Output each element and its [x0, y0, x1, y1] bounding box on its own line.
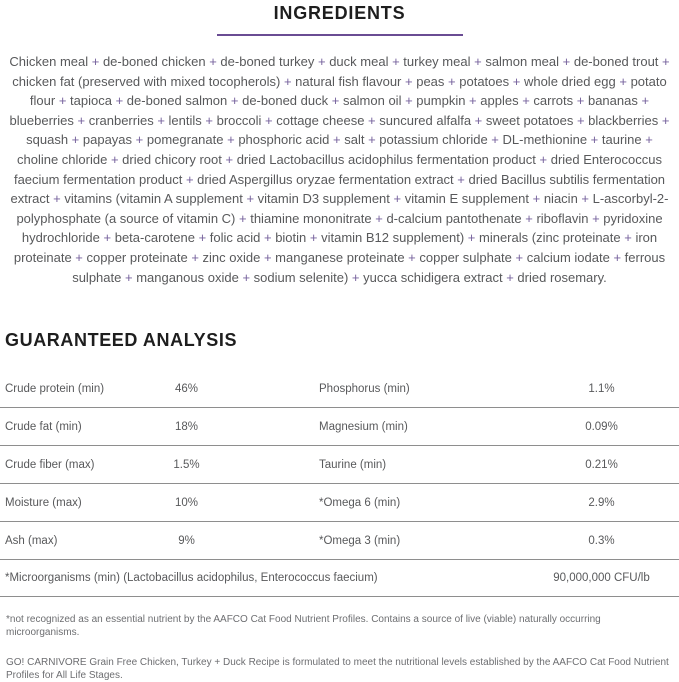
- ga-value-right: 0.3%: [588, 534, 615, 547]
- plus-separator: +: [658, 112, 670, 128]
- plus-separator: +: [444, 73, 460, 89]
- plus-separator: +: [487, 132, 503, 148]
- plus-separator: +: [371, 210, 387, 226]
- ga-value-right: 1.1%: [588, 382, 615, 395]
- plus-separator: +: [205, 54, 221, 69]
- ga-value-left: 18%: [174, 420, 199, 433]
- ga-row: [0, 484, 679, 522]
- plus-separator: +: [620, 230, 636, 246]
- ga-value-left: 10%: [174, 496, 199, 509]
- plus-separator: +: [364, 112, 380, 128]
- ga-row: [0, 522, 679, 560]
- ingredients-section: [0, 3, 679, 287]
- plus-separator: +: [588, 210, 604, 226]
- plus-separator: +: [49, 191, 65, 207]
- plus-separator: +: [306, 230, 322, 246]
- plus-separator: +: [471, 112, 486, 128]
- plus-separator: +: [260, 230, 276, 246]
- ga-label-right: Phosphorus (min): [319, 382, 410, 395]
- ga-microorganisms-value: 90,000,000 CFU/lb: [553, 572, 650, 585]
- ga-label-left: Moisture (max): [5, 496, 82, 509]
- plus-separator: +: [509, 73, 524, 89]
- plus-separator: +: [615, 73, 631, 89]
- ga-value-left: 46%: [174, 382, 199, 395]
- plus-separator: +: [111, 93, 127, 109]
- ga-label-right: *Omega 6 (min): [319, 496, 401, 509]
- plus-separator: +: [577, 191, 593, 207]
- plus-separator: +: [464, 230, 479, 246]
- plus-separator: +: [502, 269, 518, 285]
- plus-separator: +: [223, 132, 239, 148]
- plus-separator: +: [73, 112, 89, 128]
- plus-separator: +: [348, 269, 364, 285]
- plus-separator: +: [470, 54, 486, 69]
- ga-label-right: Magnesium (min): [319, 420, 408, 433]
- plus-separator: +: [261, 112, 277, 128]
- plus-separator: +: [153, 112, 169, 128]
- plus-separator: +: [364, 132, 380, 148]
- ga-rows: [0, 370, 679, 560]
- plus-separator: +: [587, 132, 602, 148]
- guaranteed-analysis-section: [0, 330, 679, 597]
- ga-label-left: Crude fiber (max): [5, 458, 95, 471]
- plus-separator: +: [511, 249, 527, 265]
- plus-separator: +: [55, 93, 71, 109]
- plus-separator: +: [68, 132, 83, 148]
- plus-separator: +: [227, 93, 243, 109]
- plus-separator: +: [404, 249, 420, 265]
- ga-label-left: Crude protein (min): [5, 382, 105, 395]
- guaranteed-analysis-table: [0, 370, 679, 597]
- plus-separator: +: [535, 151, 551, 167]
- plus-separator: +: [328, 93, 343, 109]
- ga-label-left: Ash (max): [5, 534, 58, 547]
- guaranteed-analysis-title: GUARANTEED ANALYSIS: [5, 330, 238, 351]
- plus-separator: +: [518, 93, 534, 109]
- ga-value-right: 2.9%: [588, 496, 615, 509]
- plus-separator: +: [559, 54, 574, 69]
- plus-separator: +: [573, 112, 589, 128]
- footnote-aafco-nutrient: *not recognized as an essential nutrient by the AAFCO Cat Food Nutrient Profiles. Contains a source of live (viable) naturally occurring microorganisms.: [6, 614, 601, 639]
- ingredients-paragraph: Chicken meal + de-boned chicken + de-boned turkey + duck meal + turkey meal + salmon meal + de-boned trout + chicken fat (preserved with mixed tocopherols) + natural fish flavour + peas + potatoes + whole dried egg + potato flour + tapioca + de-boned salmon + de-boned duck + salmon oil + pumpkin + apples + carrots + bananas + blueberries + cranberries + lentils + broccoli + cottage cheese + suncured alfalfa + sweet potatoes + blackberries + squash + papayas + pomegranate + phosphoric acid + salt + potassium chloride + DL-methionine + taurine + choline chloride + dried chicory root + dried Lactobacillus acidophilus fermentation product + dried Enterococcus faecium fermentation product + dried Aspergillus oryzae fermentation extract + dried Bacillus subtilis fermentation extract + vitamins (vitamin A supplement + vitamin D3 supplement + vitamin E supplement + niacin + L-ascorbyl-2-polyphosphate (a source of vitamin C) + thiamine mononitrate + d-calcium pantothenate + riboflavin + pyridoxine hydrochloride + beta-carotene + folic acid + biotin + vitamin B12 supplement) + minerals (zinc proteinate + iron proteinate + copper proteinate + zinc oxide + manganese proteinate + copper sulphate + calcium iodate + ferrous sulphate + manganous oxide + sodium selenite) + yucca schidigera extract + dried rosemary.: [9, 54, 670, 285]
- plus-separator: +: [314, 54, 330, 69]
- plus-separator: +: [280, 73, 296, 89]
- plus-separator: +: [182, 171, 198, 187]
- plus-separator: +: [242, 191, 258, 207]
- plus-separator: +: [453, 171, 469, 187]
- plus-separator: +: [389, 191, 405, 207]
- plus-separator: +: [529, 191, 544, 207]
- ga-row: [0, 408, 679, 446]
- ga-label-right: Taurine (min): [319, 458, 387, 471]
- plus-separator: +: [132, 132, 147, 148]
- plus-separator: +: [658, 54, 670, 69]
- plus-separator: +: [641, 132, 653, 148]
- ga-label-right: *Omega 3 (min): [319, 534, 401, 547]
- plus-separator: +: [388, 54, 404, 69]
- ga-value-left: 9%: [178, 534, 195, 547]
- plus-separator: +: [201, 112, 217, 128]
- plus-separator: +: [121, 269, 137, 285]
- plus-separator: +: [401, 73, 417, 89]
- plus-separator: +: [187, 249, 203, 265]
- plus-separator: +: [71, 249, 87, 265]
- plus-separator: +: [573, 93, 588, 109]
- plus-separator: +: [637, 93, 650, 109]
- plus-separator: +: [221, 151, 237, 167]
- plus-separator: +: [238, 269, 254, 285]
- ga-value-right: 0.09%: [585, 420, 618, 433]
- plus-separator: +: [235, 210, 251, 226]
- ga-row: [0, 370, 679, 408]
- plus-separator: +: [99, 230, 115, 246]
- plus-separator: +: [88, 54, 103, 69]
- ga-microorganisms-label: *Microorganisms (min) (Lactobacillus acidophilus, Enterococcus faecium): [5, 572, 378, 585]
- ingredients-title: INGREDIENTS: [273, 3, 406, 23]
- plus-separator: +: [401, 93, 417, 109]
- ga-label-left: Crude fat (min): [5, 420, 82, 433]
- plus-separator: +: [465, 93, 481, 109]
- ga-microorganisms-row: [0, 560, 679, 597]
- ga-value-right: 0.21%: [585, 458, 618, 471]
- purple-divider: [217, 34, 463, 36]
- footnote-formulation-statement: GO! CARNIVORE Grain Free Chicken, Turkey + Duck Recipe is formulated to meet the nutritional levels established by the AAFCO Cat Food Nutrient Profiles for All Life Stages.: [6, 657, 669, 682]
- plus-separator: +: [260, 249, 276, 265]
- plus-separator: +: [107, 151, 123, 167]
- plus-separator: +: [521, 210, 537, 226]
- ga-value-left: 1.5%: [173, 458, 200, 471]
- plus-separator: +: [194, 230, 210, 246]
- ga-row: [0, 446, 679, 484]
- plus-separator: +: [329, 132, 345, 148]
- plus-separator: +: [609, 249, 625, 265]
